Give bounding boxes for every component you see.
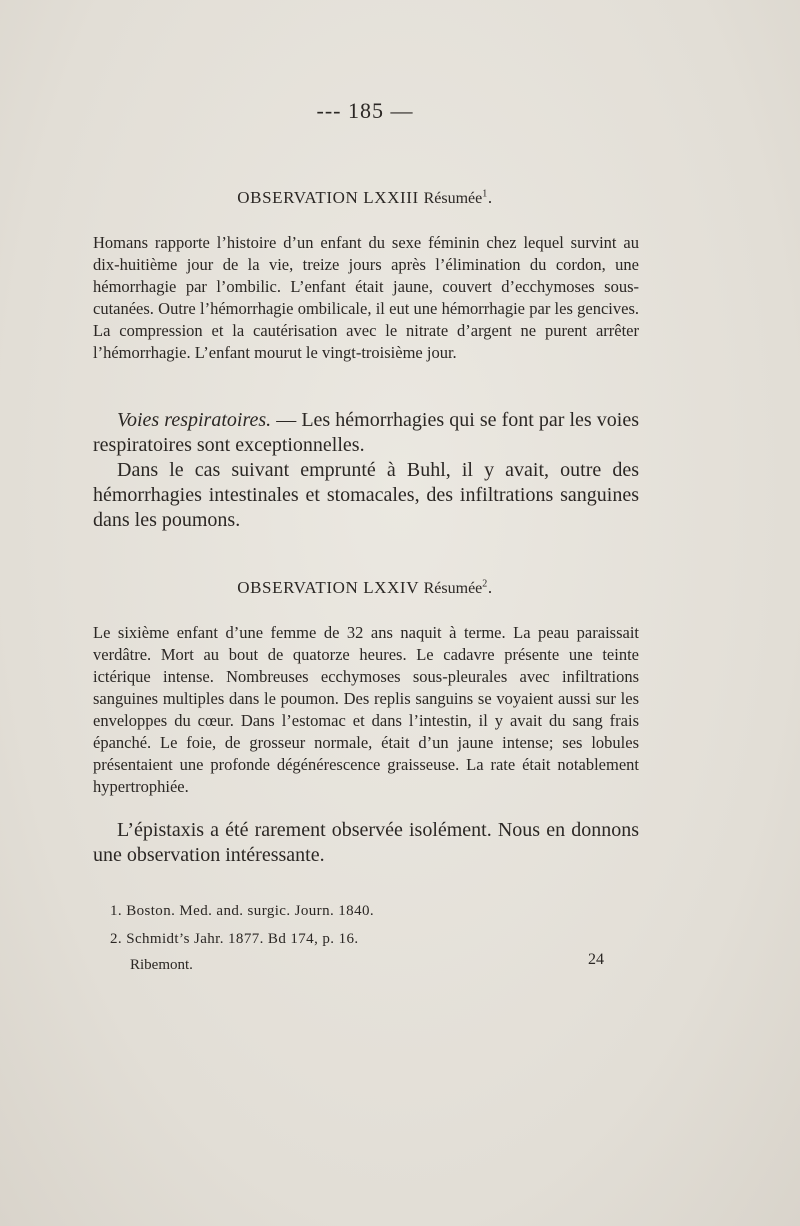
sheet-number: 24 — [588, 951, 604, 968]
buhl-case-paragraph: Dans le cas suivant emprunté à Buhl, il y avait, outre des hémorrhagies intestinales et stomacales, des infiltrations sanguines dans les poumons. — [93, 459, 639, 531]
footnote-ref: 2 — [482, 578, 488, 590]
observation-subtitle: Résumée — [423, 190, 483, 207]
observation-subtitle: Résumée — [423, 580, 483, 597]
respiratory-text: — Les hémorrhagies qui se font par les voies respiratoires sont exceptionnelles. — [93, 409, 639, 456]
respiratory-paragraph — [93, 408, 639, 458]
observation-heading-lxxiv — [90, 578, 640, 598]
footnote-1: 1. Boston. Med. and. surgic. Journ. 1840. — [110, 903, 375, 919]
observation-lxxiv-text: Le sixième enfant d’une femme de 32 ans naquit à terme. La peau paraissait verdâtre. Mort au bout de quatorze heures. Le cadavre présente une teinte ictérique intense. Nombreuses ecchymoses sous-pleurales avec infiltrations sanguines multiples dans le poumon. Des replis sanguins se voyaient aussi sur les enveloppes du cœur. Dans l’estomac et dans l’intestin, il y avait du sang frais épanché. Le foie, de grosseur normale, était d’un jaune intense; ses lobules présentaient une profonde dégénérescence graisseuse. La rate était notablement hypertrophiée. — [93, 623, 639, 796]
observation-title: OBSERVATION LXXIV — [237, 578, 419, 597]
footnote-2: 2. Schmidt’s Jahr. 1877. Bd 174, p. 16. — [110, 931, 359, 947]
footnote-ref: 1 — [482, 188, 488, 200]
observation-title: OBSERVATION LXXIII — [237, 188, 419, 207]
observation-heading-lxxiii — [90, 188, 640, 208]
heading-period: . — [487, 578, 493, 597]
section-title-italic: Voies respiratoires. — [117, 409, 272, 431]
printer-signature: Ribemont. — [130, 957, 193, 973]
page-number: --- 185 — — [316, 98, 414, 123]
observation-lxxiii-text: Homans rapporte l’histoire d’un enfant du sexe féminin chez lequel survint au dix-huitième jour de la vie, treize jours après l’élimination du cordon, une hémorrhagie par l’ombilic. L’enfant était jaune, couvert d’ecchymoses sous-cutanées. Outre l’hémorrhagie ombilicale, il eut une hémorrhagie par les gencives. La compression et la cautérisation avec le nitrate d’argent ne purent arrêter l’hémorrhagie. L’enfant mourut le vingt-troisième jour. — [93, 233, 639, 362]
heading-period: . — [487, 188, 493, 207]
epistaxis-paragraph: L’épistaxis a été rarement observée isolément. Nous en donnons une observation intéressante. — [93, 819, 639, 866]
